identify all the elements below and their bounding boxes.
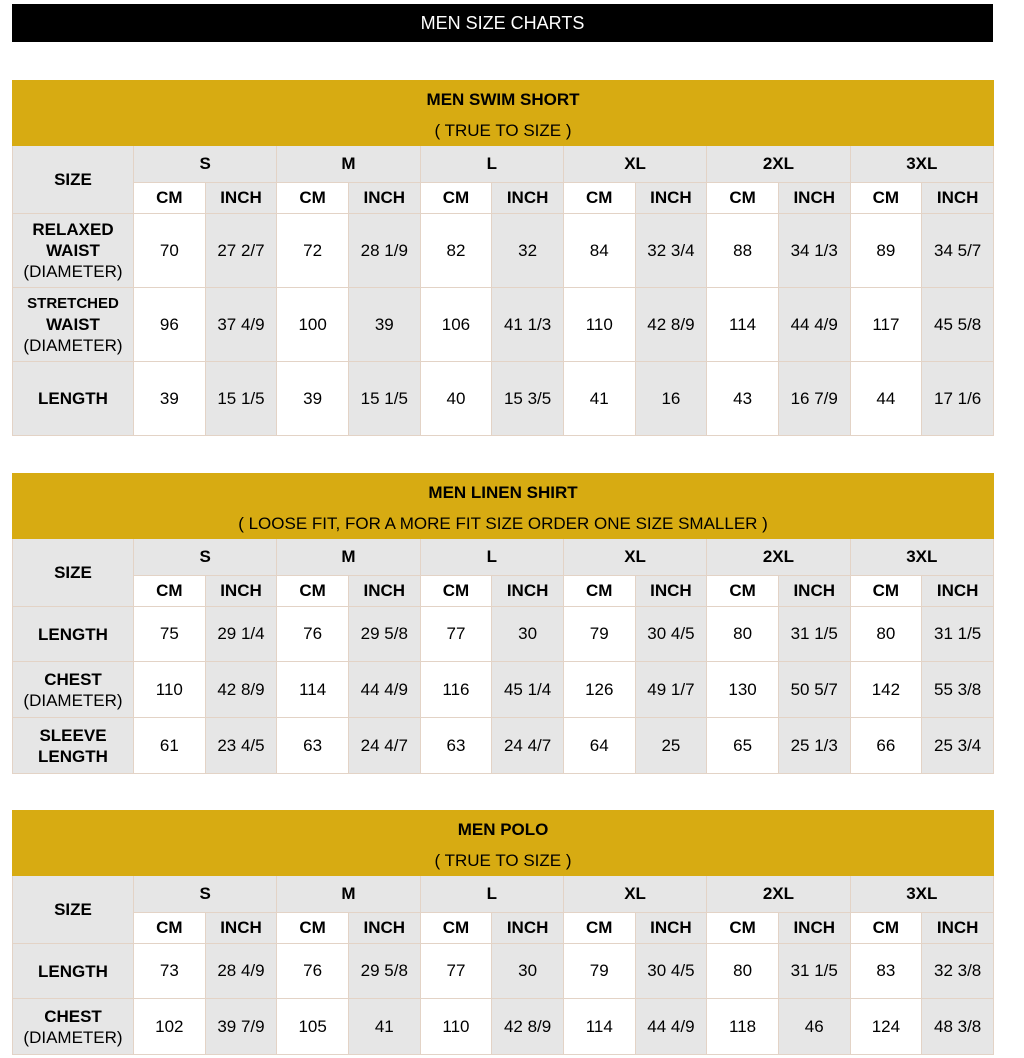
- unit-header-inch: INCH: [778, 183, 850, 214]
- size-header: SIZE: [13, 539, 134, 607]
- table-cell: 31 1/5: [778, 607, 850, 662]
- unit-header-cm: CM: [134, 183, 206, 214]
- table-cell: 45 1/4: [492, 662, 564, 718]
- size-column-m: M: [277, 146, 420, 183]
- unit-header-inch: INCH: [348, 913, 420, 944]
- unit-header-cm: CM: [134, 576, 206, 607]
- table-cell: 114: [277, 662, 349, 718]
- table-cell: 82: [420, 214, 492, 288]
- unit-header-inch: INCH: [922, 576, 994, 607]
- row-label-line: CHEST: [44, 669, 102, 689]
- row-label-line: WAIST: [46, 315, 100, 334]
- table-cell: 39: [348, 288, 420, 362]
- unit-header-cm: CM: [850, 576, 922, 607]
- size-column-3xl: 3XL: [850, 146, 994, 183]
- size-column-2xl: 2XL: [707, 539, 850, 576]
- table-cell: 15 1/5: [205, 362, 277, 436]
- table-cell: 44: [850, 362, 922, 436]
- table-cell: 124: [850, 999, 922, 1055]
- table-cell: 30 4/5: [635, 944, 707, 999]
- unit-header-cm: CM: [277, 576, 349, 607]
- table-cell: 24 4/7: [492, 718, 564, 774]
- table-cell: 142: [850, 662, 922, 718]
- unit-header-cm: CM: [420, 913, 492, 944]
- table-cell: 55 3/8: [922, 662, 994, 718]
- table-cell: 105: [277, 999, 349, 1055]
- table-row: [13, 718, 994, 774]
- size-column-2xl: 2XL: [707, 146, 850, 183]
- table-cell: 49 1/7: [635, 662, 707, 718]
- unit-header-cm: CM: [420, 576, 492, 607]
- table-cell: 30: [492, 944, 564, 999]
- table-cell: 29 5/8: [348, 944, 420, 999]
- unit-header-cm: CM: [850, 913, 922, 944]
- table-cell: 23 4/5: [205, 718, 277, 774]
- unit-header-inch: INCH: [922, 183, 994, 214]
- unit-header-inch: INCH: [635, 183, 707, 214]
- table-cell: 88: [707, 214, 779, 288]
- size-column-3xl: 3XL: [850, 539, 994, 576]
- table-cell: 29 5/8: [348, 607, 420, 662]
- unit-header-inch: INCH: [205, 576, 277, 607]
- table-cell: 84: [563, 214, 635, 288]
- table-cell: 31 1/5: [922, 607, 994, 662]
- size-column-xl: XL: [563, 539, 706, 576]
- table-cell: 100: [277, 288, 349, 362]
- table-cell: 63: [420, 718, 492, 774]
- table-cell: 77: [420, 944, 492, 999]
- table-cell: 80: [707, 607, 779, 662]
- table-cell: 79: [563, 944, 635, 999]
- table-cell: 28 1/9: [348, 214, 420, 288]
- row-label-line: (DIAMETER): [23, 336, 123, 355]
- size-column-xl: XL: [563, 146, 706, 183]
- table-row: [13, 362, 994, 436]
- row-label-line: LENGTH: [38, 961, 108, 981]
- size-chart-swim-short: [12, 80, 993, 436]
- size-header: SIZE: [13, 876, 134, 944]
- table-cell: 16 7/9: [778, 362, 850, 436]
- table-cell: 30: [492, 607, 564, 662]
- table-cell: 48 3/8: [922, 999, 994, 1055]
- table-cell: 32: [492, 214, 564, 288]
- table-cell: 75: [134, 607, 206, 662]
- table-cell: 117: [850, 288, 922, 362]
- unit-header-inch: INCH: [922, 913, 994, 944]
- row-label: [13, 999, 134, 1055]
- table-row: [13, 288, 994, 362]
- table-cell: 32 3/8: [922, 944, 994, 999]
- unit-header-cm: CM: [563, 576, 635, 607]
- table-cell: 42 8/9: [205, 662, 277, 718]
- table-cell: 73: [134, 944, 206, 999]
- unit-header-cm: CM: [707, 576, 779, 607]
- table-cell: 72: [277, 214, 349, 288]
- table-cell: 39 7/9: [205, 999, 277, 1055]
- table-cell: 130: [707, 662, 779, 718]
- row-label-line: LENGTH: [38, 746, 108, 766]
- table-cell: 39: [277, 362, 349, 436]
- row-label-line: LENGTH: [38, 624, 108, 644]
- table-cell: 41 1/3: [492, 288, 564, 362]
- table-cell: 30 4/5: [635, 607, 707, 662]
- row-label-line: RELAXED: [32, 220, 114, 239]
- table-cell: 37 4/9: [205, 288, 277, 362]
- size-column-l: L: [420, 146, 563, 183]
- chart-subtitle: ( TRUE TO SIZE ): [434, 851, 572, 870]
- size-column-l: L: [420, 539, 563, 576]
- table-cell: 24 4/7: [348, 718, 420, 774]
- table-cell: 41: [563, 362, 635, 436]
- table-cell: 32 3/4: [635, 214, 707, 288]
- table-cell: 34 1/3: [778, 214, 850, 288]
- table-cell: 76: [277, 607, 349, 662]
- chart-title: MEN LINEN SHIRT: [428, 483, 578, 502]
- table-cell: 15 3/5: [492, 362, 564, 436]
- table-cell: 66: [850, 718, 922, 774]
- table-cell: 70: [134, 214, 206, 288]
- table-cell: 118: [707, 999, 779, 1055]
- table-cell: 80: [850, 607, 922, 662]
- size-column-s: S: [134, 146, 277, 183]
- unit-header-cm: CM: [277, 183, 349, 214]
- unit-header-cm: CM: [563, 183, 635, 214]
- table-cell: 44 4/9: [348, 662, 420, 718]
- table-row: [13, 214, 994, 288]
- row-label-line: LENGTH: [38, 389, 108, 408]
- size-table: [12, 80, 994, 436]
- size-chart-linen-shirt: [12, 473, 993, 774]
- table-cell: 102: [134, 999, 206, 1055]
- row-label: [13, 607, 134, 662]
- unit-header-cm: CM: [277, 913, 349, 944]
- table-cell: 42 8/9: [635, 288, 707, 362]
- size-column-l: L: [420, 876, 563, 913]
- chart-subtitle: ( LOOSE FIT, FOR A MORE FIT SIZE ORDER ONE SIZE SMALLER ): [238, 514, 768, 533]
- table-row: [13, 607, 994, 662]
- table-cell: 41: [348, 999, 420, 1055]
- size-column-xl: XL: [563, 876, 706, 913]
- size-column-s: S: [134, 539, 277, 576]
- table-cell: 114: [563, 999, 635, 1055]
- unit-header-inch: INCH: [635, 576, 707, 607]
- table-cell: 31 1/5: [778, 944, 850, 999]
- row-label-line: WAIST: [46, 241, 100, 260]
- table-cell: 45 5/8: [922, 288, 994, 362]
- size-column-3xl: 3XL: [850, 876, 994, 913]
- unit-header-inch: INCH: [205, 913, 277, 944]
- row-label: [13, 718, 134, 774]
- row-label-line: STRETCHED: [27, 295, 119, 312]
- unit-header-inch: INCH: [635, 913, 707, 944]
- size-header: SIZE: [13, 146, 134, 214]
- table-cell: 110: [420, 999, 492, 1055]
- table-cell: 28 4/9: [205, 944, 277, 999]
- table-cell: 63: [277, 718, 349, 774]
- unit-header-inch: INCH: [492, 183, 564, 214]
- table-cell: 64: [563, 718, 635, 774]
- size-table: [12, 810, 994, 1055]
- table-cell: 61: [134, 718, 206, 774]
- table-cell: 83: [850, 944, 922, 999]
- row-label-line: (DIAMETER): [23, 1027, 123, 1047]
- unit-header-inch: INCH: [348, 576, 420, 607]
- table-cell: 17 1/6: [922, 362, 994, 436]
- table-cell: 89: [850, 214, 922, 288]
- table-row: [13, 999, 994, 1055]
- table-cell: 29 1/4: [205, 607, 277, 662]
- table-cell: 43: [707, 362, 779, 436]
- table-cell: 50 5/7: [778, 662, 850, 718]
- unit-header-cm: CM: [707, 913, 779, 944]
- table-row: [13, 944, 994, 999]
- table-cell: 106: [420, 288, 492, 362]
- table-cell: 25: [635, 718, 707, 774]
- unit-header-inch: INCH: [492, 913, 564, 944]
- row-label: [13, 662, 134, 718]
- table-cell: 27 2/7: [205, 214, 277, 288]
- size-column-s: S: [134, 876, 277, 913]
- chart-header: [13, 474, 994, 539]
- row-label-line: (DIAMETER): [23, 690, 123, 710]
- size-table: [12, 473, 994, 774]
- table-cell: 77: [420, 607, 492, 662]
- table-cell: 39: [134, 362, 206, 436]
- unit-header-inch: INCH: [492, 576, 564, 607]
- unit-header-cm: CM: [563, 913, 635, 944]
- row-label-line: CHEST: [44, 1006, 102, 1026]
- chart-header: [13, 81, 994, 146]
- table-cell: 25 3/4: [922, 718, 994, 774]
- table-cell: 42 8/9: [492, 999, 564, 1055]
- row-label-line: SLEEVE: [39, 725, 107, 745]
- chart-title: MEN SWIM SHORT: [426, 90, 580, 109]
- size-column-m: M: [277, 876, 420, 913]
- table-cell: 114: [707, 288, 779, 362]
- unit-header-inch: INCH: [778, 913, 850, 944]
- table-cell: 79: [563, 607, 635, 662]
- table-cell: 110: [563, 288, 635, 362]
- table-cell: 15 1/5: [348, 362, 420, 436]
- page-title: MEN SIZE CHARTS: [12, 4, 993, 42]
- unit-header-cm: CM: [420, 183, 492, 214]
- size-column-m: M: [277, 539, 420, 576]
- table-cell: 44 4/9: [635, 999, 707, 1055]
- table-cell: 126: [563, 662, 635, 718]
- table-cell: 116: [420, 662, 492, 718]
- table-cell: 25 1/3: [778, 718, 850, 774]
- unit-header-cm: CM: [850, 183, 922, 214]
- table-cell: 76: [277, 944, 349, 999]
- table-cell: 65: [707, 718, 779, 774]
- table-cell: 40: [420, 362, 492, 436]
- unit-header-inch: INCH: [348, 183, 420, 214]
- table-cell: 44 4/9: [778, 288, 850, 362]
- table-cell: 80: [707, 944, 779, 999]
- table-cell: 110: [134, 662, 206, 718]
- row-label-line: (DIAMETER): [23, 262, 123, 281]
- chart-subtitle: ( TRUE TO SIZE ): [434, 121, 572, 140]
- row-label: [13, 944, 134, 999]
- table-cell: 96: [134, 288, 206, 362]
- table-row: [13, 662, 994, 718]
- row-label: [13, 288, 134, 362]
- unit-header-inch: INCH: [205, 183, 277, 214]
- chart-title: MEN POLO: [457, 820, 549, 839]
- table-cell: 16: [635, 362, 707, 436]
- unit-header-cm: CM: [707, 183, 779, 214]
- row-label: [13, 362, 134, 436]
- table-cell: 34 5/7: [922, 214, 994, 288]
- row-label: [13, 214, 134, 288]
- table-cell: 46: [778, 999, 850, 1055]
- unit-header-inch: INCH: [778, 576, 850, 607]
- size-column-2xl: 2XL: [707, 876, 850, 913]
- chart-header: [13, 811, 994, 876]
- size-chart-polo: [12, 810, 993, 1055]
- unit-header-cm: CM: [134, 913, 206, 944]
